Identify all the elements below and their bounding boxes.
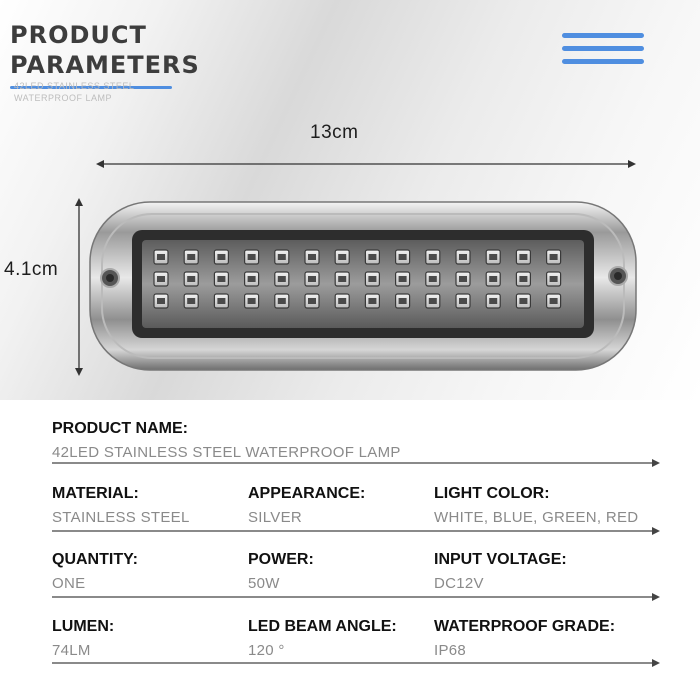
led-chip-core — [217, 298, 225, 304]
led-chip-core — [519, 254, 527, 260]
spec-table — [0, 400, 700, 700]
led-chip-core — [278, 298, 286, 304]
spec-value: DC12V — [434, 575, 484, 592]
title-line-2 — [10, 50, 200, 80]
mount-screw-left — [101, 269, 119, 287]
width-dimension-arrow — [96, 158, 636, 170]
led-chip-core — [368, 276, 376, 282]
spec-value: STAINLESS STEEL — [52, 509, 190, 526]
menu-bar-1 — [562, 33, 644, 38]
led-chip-core — [187, 276, 195, 282]
spec-label: INPUT VOLTAGE: — [434, 551, 567, 568]
led-chip-core — [217, 276, 225, 282]
led-chip-core — [368, 254, 376, 260]
led-chip-core — [459, 254, 467, 260]
led-chip-core — [308, 298, 316, 304]
spec-label: APPEARANCE: — [248, 485, 366, 502]
led-chip-core — [278, 254, 286, 260]
spec-value: 74LM — [52, 642, 91, 659]
spec-label: MATERIAL: — [52, 485, 139, 502]
led-chip-core — [489, 276, 497, 282]
row-divider — [52, 592, 660, 602]
hamburger-menu-icon[interactable] — [562, 33, 644, 67]
led-chip-core — [157, 276, 165, 282]
led-chip-core — [248, 254, 256, 260]
led-chip-core — [489, 254, 497, 260]
page-title — [10, 20, 200, 80]
led-chip-core — [308, 276, 316, 282]
spec-label: LED BEAM ANGLE: — [248, 618, 397, 635]
spec-value: IP68 — [434, 642, 467, 659]
led-chip-core — [550, 298, 558, 304]
led-chip-core — [550, 276, 558, 282]
led-chip-core — [429, 298, 437, 304]
led-chip-core — [399, 276, 407, 282]
led-chip-core — [368, 298, 376, 304]
spec-value: 120 ° — [248, 642, 285, 659]
led-chip-core — [187, 254, 195, 260]
led-chip-core — [338, 254, 346, 260]
spec-power — [248, 551, 314, 592]
subtitle — [14, 80, 134, 104]
led-chip-core — [248, 276, 256, 282]
title-line-2-text: PARAMETERS — [10, 51, 200, 79]
led-chip-core — [550, 254, 558, 260]
height-dimension-label: 4.1cm — [4, 259, 59, 280]
spec-label: LUMEN: — [52, 618, 115, 635]
led-chip-core — [217, 254, 225, 260]
spec-value: SILVER — [248, 509, 303, 526]
spec-label: WATERPROOF GRADE: — [434, 618, 616, 635]
spec-product-name — [52, 420, 401, 461]
led-chip-core — [399, 298, 407, 304]
spec-label: PRODUCT NAME: — [52, 420, 188, 437]
subtitle-line-2: WATERPROOF LAMP — [14, 93, 113, 103]
spec-material — [52, 485, 190, 526]
led-chip-core — [399, 254, 407, 260]
spec-value: 50W — [248, 575, 280, 592]
led-chip-core — [519, 298, 527, 304]
spec-input-voltage — [434, 551, 567, 592]
mount-screw-right — [609, 267, 627, 285]
subtitle-line-1: 42LED STAINLESS STEEL — [14, 81, 135, 91]
row-divider — [52, 658, 660, 668]
led-chip-core — [248, 298, 256, 304]
spec-waterproof-grade — [434, 618, 615, 659]
led-chip-core — [459, 298, 467, 304]
spec-value: ONE — [52, 575, 86, 592]
led-chip-core — [489, 298, 497, 304]
led-chip-core — [338, 276, 346, 282]
led-chip-core — [338, 298, 346, 304]
row-divider — [52, 458, 660, 468]
spec-label: POWER: — [248, 551, 314, 568]
width-dimension-label: 13cm — [310, 122, 359, 143]
led-chip-core — [157, 254, 165, 260]
spec-label: QUANTITY: — [52, 551, 138, 568]
spec-lumen — [52, 618, 114, 659]
spec-value: WHITE, BLUE, GREEN, RED — [434, 509, 639, 526]
spec-appearance — [248, 485, 365, 526]
row-divider — [52, 526, 660, 536]
spec-value: 42LED STAINLESS STEEL WATERPROOF LAMP — [52, 444, 401, 461]
led-lamp-image — [88, 196, 638, 376]
led-chip-core — [308, 254, 316, 260]
led-chip-core — [278, 276, 286, 282]
led-chip-core — [429, 276, 437, 282]
led-chip-core — [429, 254, 437, 260]
spec-light-color — [434, 485, 638, 526]
height-dimension-arrow — [73, 198, 85, 376]
led-chip-core — [459, 276, 467, 282]
menu-bar-2 — [562, 46, 644, 51]
led-chip-core — [157, 298, 165, 304]
led-chip-core — [187, 298, 195, 304]
spec-label: LIGHT COLOR: — [434, 485, 550, 502]
menu-bar-3 — [562, 59, 644, 64]
led-chip-core — [519, 276, 527, 282]
spec-beam-angle — [248, 618, 397, 659]
title-line-1: PRODUCT — [10, 21, 147, 49]
spec-quantity — [52, 551, 138, 592]
